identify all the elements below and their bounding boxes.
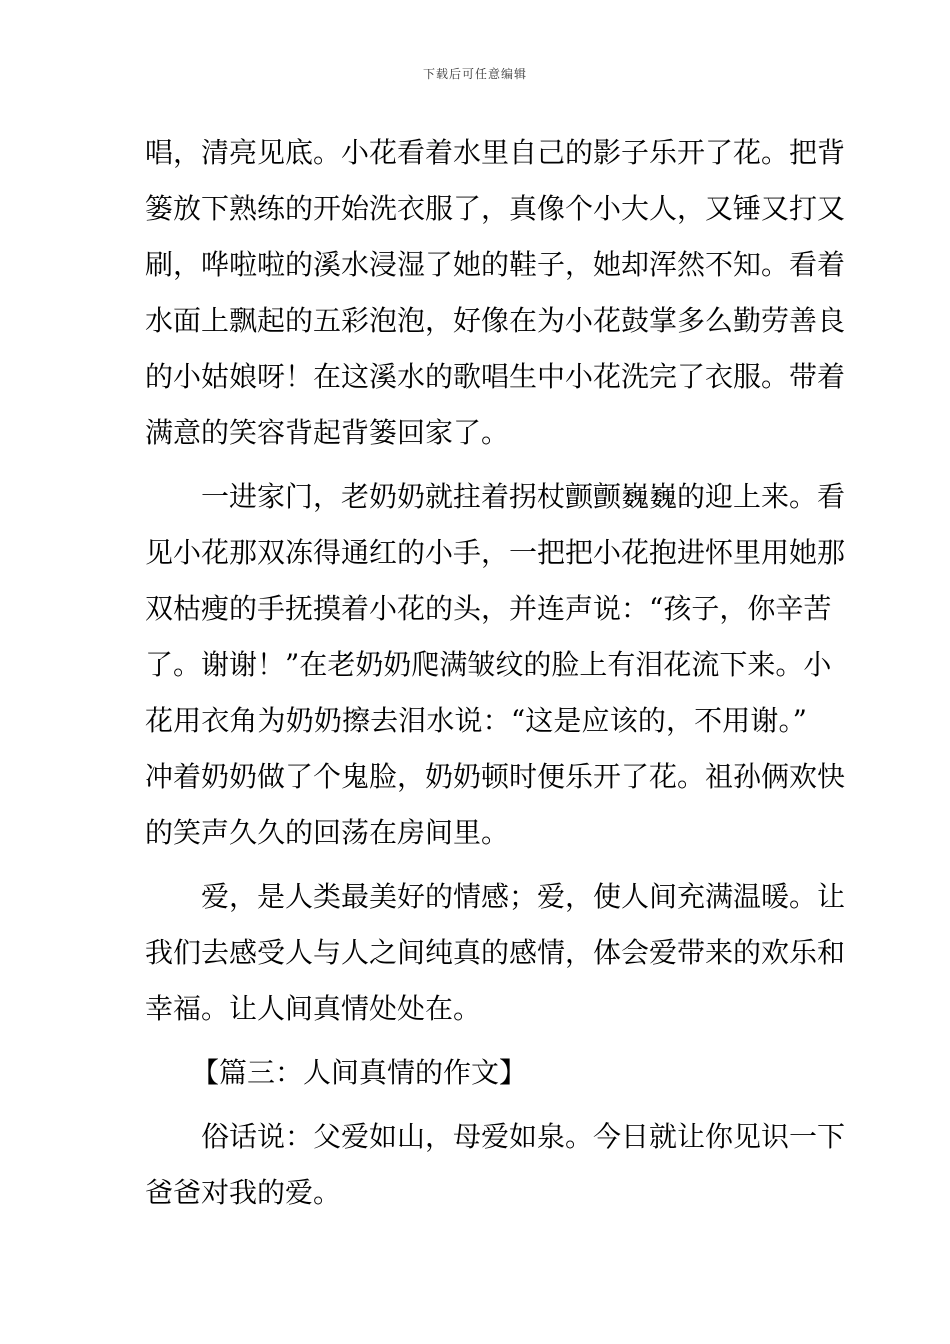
text-line: 俗话说：父爱如山，母爱如泉。今日就让你见识一下 [201, 1120, 846, 1153]
page-header: 下载后可任意编辑 [422, 67, 527, 81]
paragraph-3 [145, 869, 846, 1037]
text-line: 了。谢谢！”在老奶奶爬满皱纹的脸上有泪花流下来。小 [145, 648, 832, 681]
text-line: 见小花那双冻得通红的小手，一把把小花抱进怀里用她那 [145, 536, 846, 569]
text-line: 满意的笑容背起背篓回家了。 [145, 416, 510, 449]
text-line: 双枯瘦的手抚摸着小花的头，并连声说：“孩子，你辛苦 [145, 592, 832, 625]
text-line: 的笑声久久的回荡在房间里。 [145, 816, 510, 849]
paragraph-2 [145, 469, 846, 861]
text-line: 水面上飘起的五彩泡泡，好像在为小花鼓掌多么勤劳善良 [145, 304, 846, 337]
text-line: 唱，清亮见底。小花看着水里自己的影子乐开了花。把背 [145, 136, 846, 169]
document-body [145, 125, 846, 1221]
paragraph-1 [145, 125, 846, 461]
text-line: 我们去感受人与人之间纯真的感情，体会爱带来的欢乐和 [145, 936, 846, 969]
section-title: 【篇三：人间真情的作文】 [191, 1056, 528, 1089]
text-line: 篓放下熟练的开始洗衣服了，真像个小大人，又锤又打又 [145, 192, 846, 225]
section-heading [145, 1045, 807, 1101]
text-line: 刷，哗啦啦的溪水浸湿了她的鞋子，她却浑然不知。看着 [145, 248, 846, 281]
text-line: 冲着奶奶做了个鬼脸，奶奶顿时便乐开了花。祖孙俩欢快 [145, 760, 846, 793]
text-line: 花用衣角为奶奶擦去泪水说：“这是应该的，不用谢。” [145, 704, 807, 737]
text-line: 爸爸对我的爱。 [145, 1176, 342, 1209]
text-line: 的小姑娘呀！在这溪水的歌唱生中小花洗完了衣服。带着 [145, 360, 846, 393]
text-line: 幸福。让人间真情处处在。 [145, 992, 482, 1025]
text-line: 一进家门，老奶奶就拄着拐杖颤颤巍巍的迎上来。看 [201, 480, 846, 513]
paragraph-5 [145, 1109, 846, 1221]
text-line: 爱，是人类最美好的情感；爱，使人间充满温暖。让 [201, 880, 846, 913]
